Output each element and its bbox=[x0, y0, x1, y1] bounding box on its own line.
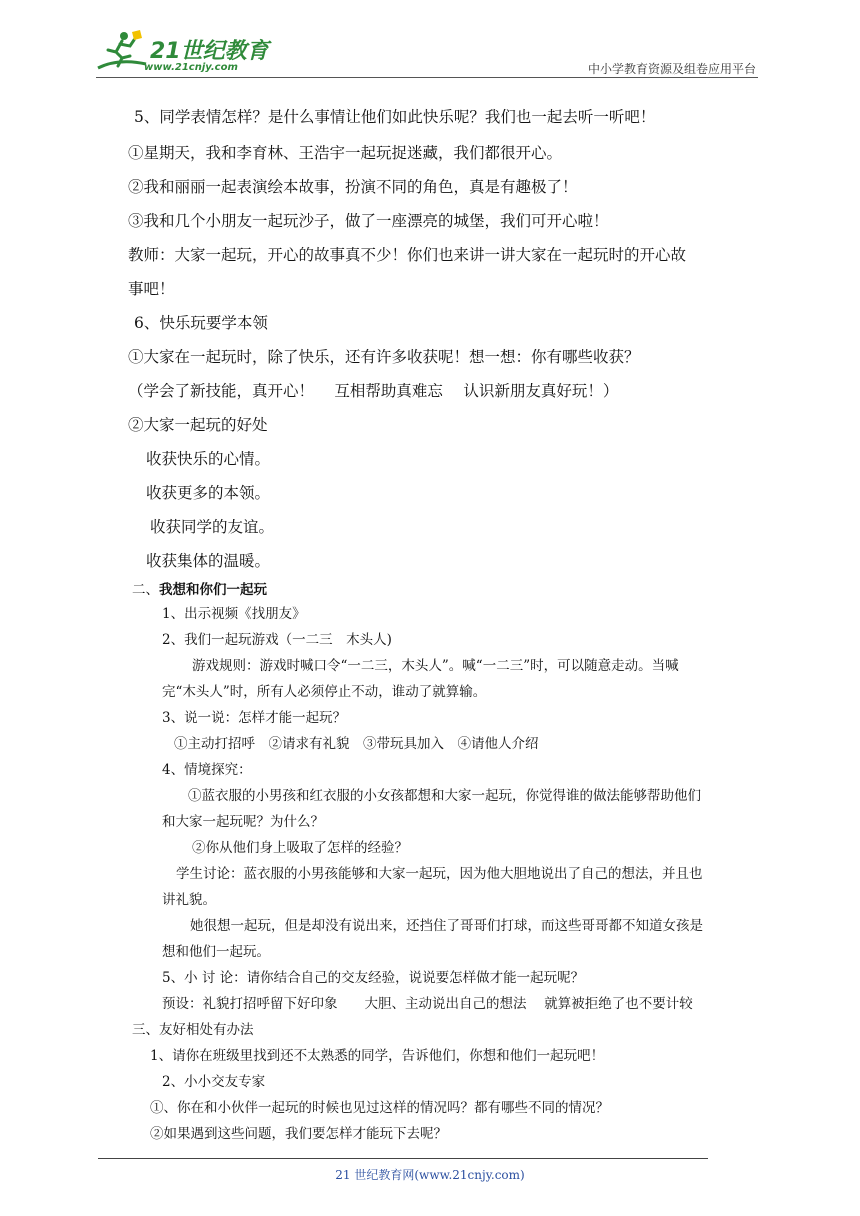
section-heading bbox=[132, 584, 267, 598]
text-line: 1、出示视频《找朋友》 bbox=[162, 606, 306, 622]
text-line: 教师：大家一起玩，开心的故事真不少！你们也来讲一讲大家在一起玩时的开心故 bbox=[128, 246, 687, 264]
text-line: 6、快乐玩要学本领 bbox=[134, 314, 268, 332]
section-title: 我想和你们一起玩 bbox=[159, 582, 267, 598]
text-line: （学会了新技能，真开心！ 互相帮助真难忘 认识新朋友真好玩！） bbox=[128, 382, 619, 400]
platform-name: 中小学教育资源及组卷应用平台 bbox=[587, 62, 756, 76]
text-line: 她很想一起玩，但是却没有说出来，还挡住了哥哥们打球，而这些哥哥都不知道女孩是 bbox=[190, 918, 703, 934]
text-line: ②我和丽丽一起表演绘本故事，扮演不同的角色，真是有趣极了！ bbox=[128, 178, 578, 196]
text-line: ②如果遇到这些问题，我们要怎样才能玩下去呢？ bbox=[150, 1126, 447, 1142]
runner-logo-icon bbox=[94, 28, 150, 76]
text-line: 5、小 讨 论：请你结合自己的交友经验，说说要怎样做才能一起玩呢？ bbox=[162, 970, 585, 986]
text-line: 想和他们一起玩。 bbox=[162, 944, 270, 960]
text-line: 1、请你在班级里找到还不太熟悉的同学，告诉他们，你想和他们一起玩吧！ bbox=[150, 1048, 605, 1064]
text-line: 讲礼貌。 bbox=[162, 892, 216, 908]
text-line: ①、你在和小伙伴一起玩的时候也见过这样的情况吗？都有哪些不同的情况？ bbox=[150, 1100, 609, 1116]
text-line: 收获更多的本领。 bbox=[146, 484, 271, 502]
text-line: 3、说一说：怎样才能一起玩？ bbox=[162, 710, 347, 726]
text-line: ①星期天，我和李育林、王浩宇一起玩捉迷藏，我们都很开心。 bbox=[128, 144, 563, 162]
text-line: 预设：礼貌打招呼留下好印象 大胆、主动说出自己的想法 就算被拒绝了也不要计较 bbox=[162, 996, 693, 1012]
text-line: 完“木头人”时，所有人必须停止不动，谁动了就算输。 bbox=[162, 684, 487, 700]
text-line: ②大家一起玩的好处 bbox=[128, 416, 268, 434]
text-line: 2、我们一起玩游戏（一二三 木头人) bbox=[162, 632, 392, 648]
text-line: ①大家在一起玩时，除了快乐，还有许多收获呢！想一想：你有哪些收获？ bbox=[128, 348, 640, 366]
text-line: 和大家一起玩呢？为什么？ bbox=[162, 814, 324, 830]
logo bbox=[94, 28, 269, 80]
text-line: 2、小小交友专家 bbox=[162, 1074, 266, 1090]
text-line: 4、情境探究： bbox=[162, 762, 252, 778]
text-line: 5、同学表情怎样？是什么事情让他们如此快乐呢？我们也一起去听一听吧！ bbox=[134, 108, 656, 126]
text-line: 事吧！ bbox=[128, 280, 175, 298]
text-line: 游戏规则：游戏时喊口令“一二三，木头人”。喊“一二三”时，可以随意走动。当喊 bbox=[192, 658, 679, 674]
text-line: ①主动打招呼 ②请求有礼貌 ③带玩具加入 ④请他人介绍 bbox=[174, 736, 539, 752]
text-line: 收获集体的温暖。 bbox=[146, 552, 271, 570]
section-number: 二、 bbox=[132, 582, 159, 598]
page-footer: 21 世纪教育网(www.21cnjy.com) bbox=[335, 1168, 525, 1182]
section-heading: 三、友好相处有办法 bbox=[132, 1022, 254, 1038]
logo-text: 21世纪教育 bbox=[150, 39, 269, 64]
footer-divider bbox=[98, 1158, 708, 1159]
text-line: 收获快乐的心情。 bbox=[146, 450, 271, 468]
text-line: 收获同学的友谊。 bbox=[150, 518, 275, 536]
page-header bbox=[0, 0, 860, 90]
text-line: 学生讨论：蓝衣服的小男孩能够和大家一起玩，因为他大胆地说出了自己的想法，并且也 bbox=[176, 866, 703, 882]
logo-url: www.21cnjy.com bbox=[144, 62, 238, 73]
text-line: ③我和几个小朋友一起玩沙子，做了一座漂亮的城堡，我们可开心啦！ bbox=[128, 212, 609, 230]
text-line: ②你从他们身上吸取了怎样的经验？ bbox=[192, 840, 408, 856]
header-divider bbox=[96, 77, 758, 78]
text-line: ①蓝衣服的小男孩和红衣服的小女孩都想和大家一起玩，你觉得谁的做法能够帮助他们 bbox=[188, 788, 701, 804]
